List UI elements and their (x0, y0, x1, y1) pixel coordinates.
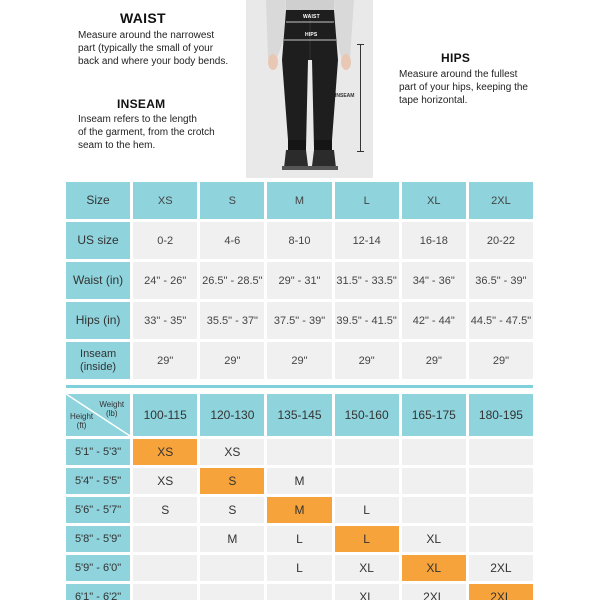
fit-size-cell: 2XL (402, 584, 466, 600)
fit-size-cell (402, 439, 466, 465)
hips-row (66, 302, 533, 339)
size-cell: 12-14 (335, 222, 399, 259)
row-label-waist: Waist (in) (66, 262, 130, 299)
size-cell: 34" - 36" (402, 262, 466, 299)
height-label: 5'6" - 5'7" (66, 497, 130, 523)
section-divider (66, 385, 533, 388)
fit-size-cell (200, 555, 264, 581)
pants-illustration (246, 0, 373, 178)
size-cell: 8-10 (267, 222, 331, 259)
size-cell: 24" - 26" (133, 262, 197, 299)
size-cell: 26.5" - 28.5" (200, 262, 264, 299)
row-label-hips: Hips (in) (66, 302, 130, 339)
fit-size-cell: XL (335, 584, 399, 600)
photo-waist-tag: WAIST (303, 14, 320, 20)
size-header-cell: XL (402, 182, 466, 219)
size-chart-table (63, 179, 536, 382)
photo-hips-tag: HIPS (305, 32, 318, 38)
size-cell: 36.5" - 39" (469, 262, 533, 299)
fit-row (66, 468, 533, 494)
size-cell: 20-22 (469, 222, 533, 259)
fit-size-cell (469, 497, 533, 523)
weight-header-cell: 150-160 (335, 394, 399, 436)
recommended-size-cell: XS (133, 439, 197, 465)
fit-size-cell: S (200, 497, 264, 523)
size-cell: 29" (200, 342, 264, 379)
hips-title: HIPS (441, 51, 471, 65)
fit-row (66, 497, 533, 523)
fit-size-cell (335, 468, 399, 494)
size-cell: 29" (133, 342, 197, 379)
size-cell: 44.5" - 47.5" (469, 302, 533, 339)
fit-size-cell (469, 526, 533, 552)
size-cell: 33" - 35" (133, 302, 197, 339)
size-header-row (66, 182, 533, 219)
size-cell: 35.5" - 37" (200, 302, 264, 339)
fit-size-cell (469, 468, 533, 494)
height-label: 5'1" - 5'3" (66, 439, 130, 465)
height-label: 5'8" - 5'9" (66, 526, 130, 552)
inseam-title: INSEAM (117, 97, 166, 111)
fit-size-cell: XS (133, 468, 197, 494)
fit-row (66, 555, 533, 581)
weight-header-cell: 180-195 (469, 394, 533, 436)
inseam-row (66, 342, 533, 379)
fit-size-cell: S (133, 497, 197, 523)
height-label: 6'1" - 6'2" (66, 584, 130, 600)
fit-size-cell: M (200, 526, 264, 552)
height-label: 5'9" - 6'0" (66, 555, 130, 581)
fit-size-cell (133, 555, 197, 581)
fit-size-cell: L (267, 555, 331, 581)
size-header-label: Size (66, 182, 130, 219)
fit-row (66, 526, 533, 552)
fit-size-cell: 2XL (469, 555, 533, 581)
size-cell: 42" - 44" (402, 302, 466, 339)
fit-size-cell (402, 468, 466, 494)
fit-size-cell: XL (402, 526, 466, 552)
us-size-row (66, 222, 533, 259)
size-header-cell: L (335, 182, 399, 219)
size-cell: 0-2 (133, 222, 197, 259)
weight-header-cell: 100-115 (133, 394, 197, 436)
size-header-cell: S (200, 182, 264, 219)
weight-header-cell: 135-145 (267, 394, 331, 436)
fit-size-cell: XS (200, 439, 264, 465)
size-cell: 39.5" - 41.5" (335, 302, 399, 339)
fit-chart-table (63, 391, 536, 600)
size-header-cell: M (267, 182, 331, 219)
height-label: 5'4" - 5'5" (66, 468, 130, 494)
waist-title: WAIST (120, 10, 166, 26)
weight-header-cell: 120-130 (200, 394, 264, 436)
fit-row (66, 584, 533, 600)
fit-size-cell (133, 584, 197, 600)
fit-size-cell: XL (335, 555, 399, 581)
recommended-size-cell: 2XL (469, 584, 533, 600)
fit-size-cell (335, 439, 399, 465)
size-cell: 29" (267, 342, 331, 379)
size-cell: 29" - 31" (267, 262, 331, 299)
size-header-cell: 2XL (469, 182, 533, 219)
hips-description: Measure around the fullest part of your hips, keeping the tape horizontal. (399, 69, 528, 106)
size-cell: 29" (335, 342, 399, 379)
recommended-size-cell: L (335, 526, 399, 552)
fit-row (66, 439, 533, 465)
weight-axis-label: Weight (lb) (99, 400, 125, 418)
height-axis-label: Height (ft) (70, 412, 94, 430)
fit-size-cell: L (267, 526, 331, 552)
inseam-description: Inseam refers to the length of the garment, from the crotch seam to the hem. (78, 114, 215, 151)
fit-size-cell (402, 497, 466, 523)
inseam-measure-line (360, 44, 361, 152)
recommended-size-cell: S (200, 468, 264, 494)
waist-row (66, 262, 533, 299)
weight-header-row (66, 394, 533, 436)
size-cell: 37.5" - 39" (267, 302, 331, 339)
fit-size-cell (133, 526, 197, 552)
size-cell: 29" (402, 342, 466, 379)
fit-size-cell: L (335, 497, 399, 523)
fit-corner-cell (66, 394, 130, 436)
size-cell: 29" (469, 342, 533, 379)
model-photo (246, 0, 373, 178)
size-cell: 16-18 (402, 222, 466, 259)
fit-size-cell (267, 439, 331, 465)
waist-description: Measure around the narrowest part (typically the small of your back and where your body bends. (78, 30, 229, 67)
size-cell: 4-6 (200, 222, 264, 259)
weight-header-cell: 165-175 (402, 394, 466, 436)
fit-size-cell (200, 584, 264, 600)
row-label-us-size: US size (66, 222, 130, 259)
inseam-tag: INSEAM (335, 93, 355, 99)
size-header-cell: XS (133, 182, 197, 219)
recommended-size-cell: XL (402, 555, 466, 581)
row-label-inseam: Inseam (inside) (66, 342, 130, 379)
fit-size-cell (469, 439, 533, 465)
fit-size-cell (267, 584, 331, 600)
fit-size-cell: M (267, 468, 331, 494)
recommended-size-cell: M (267, 497, 331, 523)
size-cell: 31.5" - 33.5" (335, 262, 399, 299)
